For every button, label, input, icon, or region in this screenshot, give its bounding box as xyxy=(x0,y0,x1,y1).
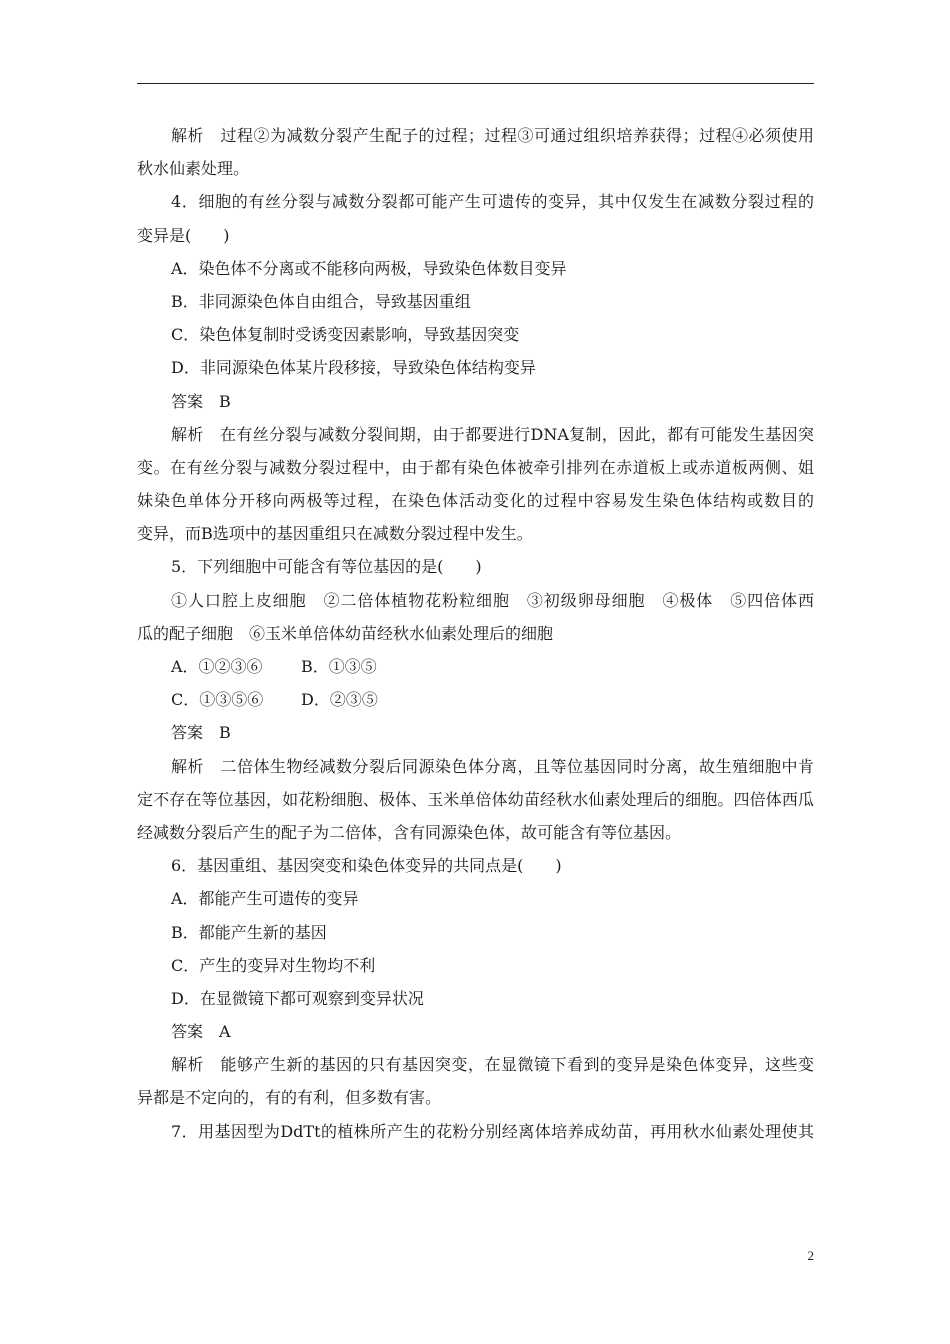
q4-stem-line-1: 4．细胞的有丝分裂与减数分裂都可能产生可遗传的变异，其中仅发生在减数分裂过程的 xyxy=(171,192,814,212)
q5-options-row-1 xyxy=(137,650,814,683)
q5-explanation-line-1: 解析 二倍体生物经减数分裂后同源染色体分离，且等位基因同时分离，故生殖细胞中肯 xyxy=(171,756,814,776)
q6-option-b: B．都能产生新的基因 xyxy=(171,922,327,942)
q5-items-line-1: ①人口腔上皮细胞 ②二倍体植物花粉粒细胞 ③初级卵母细胞 ④极体 ⑤四倍体西 xyxy=(171,590,814,610)
q6-answer: 答案 A xyxy=(171,1022,231,1042)
page-number: 2 xyxy=(807,1248,814,1263)
q5-answer: 答案 B xyxy=(171,723,231,743)
q4-option-a: A．染色体不分离或不能移向两极，导致染色体数目变异 xyxy=(171,258,567,278)
q5-explanation-line-2: 定不存在等位基因，如花粉细胞、极体、玉米单倍体幼苗经秋水仙素处理后的细胞。四倍体西瓜 xyxy=(137,789,814,809)
q4-option-b: B．非同源染色体自由组合，导致基因重组 xyxy=(171,291,471,311)
q5-explanation-line-3: 经减数分裂后产生的配子为二倍体，含有同源染色体，故可能含有等位基因。 xyxy=(137,822,682,842)
q5-stem: 5．下列细胞中可能含有等位基因的是( ) xyxy=(171,557,482,577)
q4-option-c: C．染色体复制时受诱变因素影响，导致基因突变 xyxy=(171,325,520,345)
q6-explanation-line-1: 解析 能够产生新的基因的只有基因突变，在显微镜下看到的变异是染色体变异，这些变 xyxy=(171,1055,814,1075)
q4-explanation-line-3: 妹染色单体分开移向两极等过程，在染色体活动变化的过程中容易发生染色体结构或数目的 xyxy=(137,491,814,511)
q5-option-a: A．①②③⑥ xyxy=(171,657,263,676)
q5-items-line-2: 瓜的配子细胞 ⑥玉米单倍体幼苗经秋水仙素处理后的细胞 xyxy=(137,623,554,643)
q4-explanation-line-1: 解析 在有丝分裂与减数分裂间期，由于都要进行DNA复制，因此，都有可能发生基因突 xyxy=(171,424,814,444)
q4-stem-line-2: 变异是( ) xyxy=(137,225,230,245)
q3-explanation-line-1: 解析 过程②为减数分裂产生配子的过程；过程③可通过组织培养获得；过程④必须使用 xyxy=(171,126,814,145)
q6-stem: 6．基因重组、基因突变和染色体变异的共同点是( ) xyxy=(171,856,562,876)
header-rule xyxy=(137,83,814,84)
q7-stem-line-1: 7．用基因型为DdTt的植株所产生的花粉分别经离体培养成幼苗，再用秋水仙素处理使其 xyxy=(171,1121,814,1141)
q4-explanation-line-2: 变。在有丝分裂与减数分裂过程中，由于都有染色体被牵引排列在赤道板上或赤道板两侧、姐 xyxy=(137,457,814,477)
q3-explanation-line-2: 秋水仙素处理。 xyxy=(137,159,250,179)
q5-option-b: B．①③⑤ xyxy=(301,657,377,676)
q6-option-c: C．产生的变异对生物均不利 xyxy=(171,955,376,975)
q6-explanation-line-2: 异都是不定向的，有的有利，但多数有害。 xyxy=(137,1088,442,1108)
q4-answer: 答案 B xyxy=(171,391,231,411)
q4-option-d: D．非同源染色体某片段移接，导致染色体结构变异 xyxy=(171,358,536,378)
q4-explanation-line-4: 变异，而B选项中的基因重组只在减数分裂过程中发生。 xyxy=(137,524,533,544)
q6-option-a: A．都能产生可遗传的变异 xyxy=(171,889,359,909)
q5-option-d: D．②③⑤ xyxy=(301,690,378,710)
q5-options-row-2 xyxy=(137,683,814,716)
q6-option-d: D．在显微镜下都可观察到变异状况 xyxy=(171,988,424,1008)
page-content xyxy=(137,119,814,1148)
q5-option-c: C．①③⑤⑥ xyxy=(171,690,264,710)
